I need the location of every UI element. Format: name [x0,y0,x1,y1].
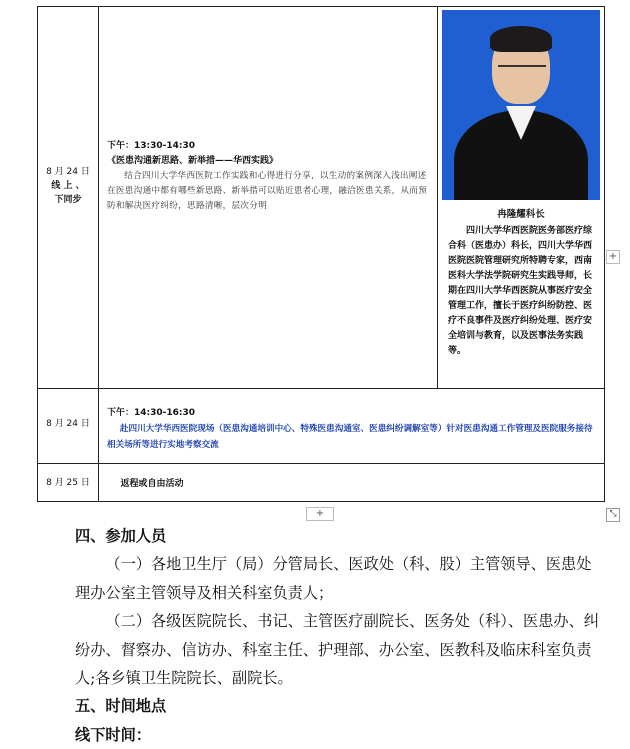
schedule-table-wrapper [37,6,605,502]
table-row [38,7,605,389]
add-column-button[interactable]: + [606,250,620,264]
date-cell [38,464,99,502]
date-cell [38,389,99,464]
table-row [38,389,605,464]
session-time: 下午：14:30-16:30 [107,408,196,418]
document-body [75,522,605,749]
date-cell [38,7,99,389]
table-resize-icon[interactable]: ⤡ [606,508,620,522]
content-cell [99,7,438,389]
content-cell [99,389,605,464]
section-heading-participants: 四、参加人员 [75,527,167,545]
content-cell [99,464,605,502]
session-description: 赴四川大学华西医院现场（医患沟通培训中心、特殊医患沟通室、医患纠纷调解室等）针对医患沟通工作管理及医院服务接待相关场所等进行实地考察交流 [107,424,593,450]
speaker-photo [442,10,600,200]
offline-time-label: 线下时间： [75,725,151,744]
session-time: 下午：13:30-14:30 [107,141,196,151]
date-mode-text: 线 上 、 下同步 [51,181,85,205]
date-text: 8 月 24 日 [46,167,90,177]
add-row-button[interactable]: + [306,507,334,521]
date-text: 8 月 24 日 [46,419,90,429]
date-text: 8 月 25 日 [46,478,90,488]
session-description: 结合四川大学华西医院工作实践和心得进行分享，以生动的案例深入浅出阐述在医患沟通中都有哪些新思路、新举措可以贴近患者心理，融洽医患关系，从而预防和解决医疗纠纷，思路清晰，层次分明 [107,171,428,211]
table-row [38,464,605,502]
session-description: 返程或自由活动 [120,479,184,489]
schedule-table [37,6,605,502]
section-heading-time-location: 五、时间地点 [75,697,167,716]
session-topic: 《医患沟通新思路、新举措——华西实践》 [107,156,279,166]
speaker-cell [438,7,605,389]
speaker-name: 冉隆耀科长 [497,209,545,220]
speaker-bio: 四川大学华西医院医务部医疗综合科（医患办）科长，四川大学华西医院医院管理研究所特聘专家，西南医科大学法学院研究生实践导师，长期在四川大学华西医院从事医疗安全管理工作，擅长于医疗纠纷防控、医疗不良事件及医疗纠纷处理、医疗安全培训与教育，以及医事法务实践等。 [448,226,593,356]
participants-paragraph-1: （一）各地卫生厅（局）分管局长、医政处（科、股）主管领导、医患处理办公室主管领导及相关科室负责人； [75,555,592,602]
participants-paragraph-2: （二）各级医院院长、书记、主管医疗副院长、医务处（科）、医患办、纠纷办、督察办、信访办、科室主任、护理部、办公室、医教科及临床科室负责人;各乡镇卫生院院长、副院长。 [75,612,599,688]
